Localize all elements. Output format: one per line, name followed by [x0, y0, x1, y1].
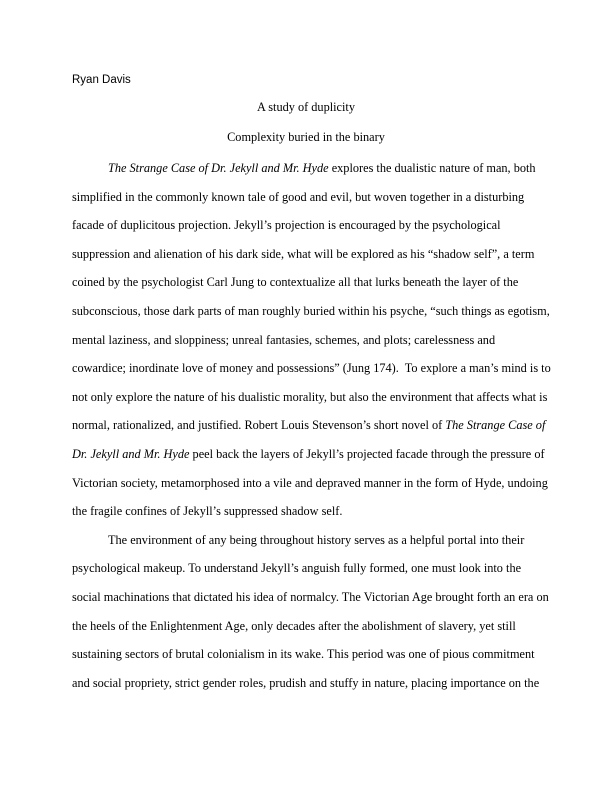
text-line: [72, 273, 552, 302]
text-line: [72, 388, 552, 417]
text-line: [72, 331, 552, 360]
text-line: [72, 559, 552, 588]
text-line: [72, 588, 552, 617]
text-run: social machinations that dictated his idea of normalcy. The Victorian Age brought forth an era on: [72, 589, 549, 604]
text-line: [72, 188, 552, 217]
text-line: [72, 302, 552, 331]
text-run: mental laziness, and sloppiness; unreal fantasies, schemes, and plots; carelessness and: [72, 332, 496, 347]
text-line: [72, 159, 552, 188]
text-run: facade of duplicitous projection. Jekyll’s projection is encouraged by the psychological: [72, 218, 501, 233]
text-run: the fragile confines of Jekyll’s suppressed shadow self.: [72, 504, 343, 519]
text-line: [72, 617, 552, 646]
text-run: explores the dualistic nature of man, both: [328, 161, 536, 175]
document-subtitle: Complexity buried in the binary: [227, 130, 385, 144]
text-run: cowardice; inordinate love of money and possessions” (Jung 174). To explore a man’s mind is to: [72, 361, 551, 376]
text-line: [72, 359, 552, 388]
text-line: [72, 531, 552, 560]
paragraph: [72, 531, 552, 703]
text-line: [72, 674, 552, 703]
text-run: simplified in the commonly known tale of good and evil, but woven together in a disturbing: [72, 189, 525, 204]
text-line: [72, 245, 552, 274]
text-run: sustaining sectors of brutal colonialism in its wake. This period was one of pious commitment: [72, 647, 535, 662]
text-line: [72, 416, 552, 445]
text-run: and social propriety, strict gender roles, prudish and stuffy in nature, placing importance on the: [72, 675, 540, 690]
text-run: not only explore the nature of his dualistic morality, but also the environment that affects what is: [72, 389, 548, 404]
document-body: [72, 159, 552, 702]
italic-title-text: The Strange Case of Dr. Jekyll and Mr. Hyde: [108, 161, 329, 175]
text-line: [72, 445, 552, 474]
text-run: normal, rationalized, and justified. Robert Louis Stevenson’s short novel of: [72, 418, 446, 433]
text-line: [72, 216, 552, 245]
text-line: [72, 474, 552, 503]
document-title: A study of duplicity: [256, 100, 356, 114]
text-line: [72, 502, 552, 531]
text-run: subconscious, those dark parts of man roughly buried within his psyche, “such things as egotism,: [72, 303, 550, 318]
text-run: psychological makeup. To understand Jekyll’s anguish fully formed, one must look into the: [72, 561, 522, 576]
text-run: the heels of the Enlightenment Age, only decades after the abolishment of slavery, yet still: [72, 618, 516, 633]
text-run: The environment of any being throughout history serves as a helpful portal into their: [108, 532, 525, 547]
italic-title-text: Dr. Jekyll and Mr. Hyde: [72, 446, 190, 461]
text-line: [72, 645, 552, 674]
italic-title-text: The Strange Case of: [445, 418, 546, 433]
text-run: suppression and alienation of his dark side, what will be explored as his “shadow self”, a term: [72, 246, 535, 261]
text-run: peel back the layers of Jekyll’s projected facade through the pressure of: [189, 446, 545, 461]
text-run: coined by the psychologist Carl Jung to contextualize all that lurks beneath the layer of the: [72, 275, 519, 290]
text-run: Victorian society, metamorphosed into a vile and depraved manner in the form of Hyde, undoing: [72, 475, 548, 490]
author-name: Ryan Davis: [72, 74, 131, 86]
paragraph: [72, 159, 552, 531]
